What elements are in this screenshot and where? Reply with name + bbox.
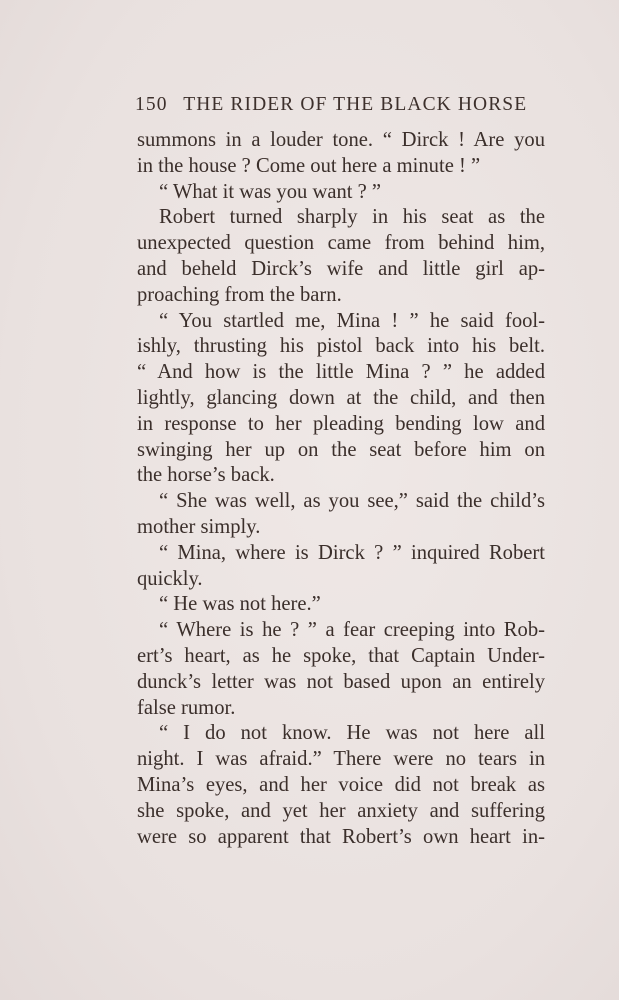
text-line: ishly, thrusting his pistol back into his belt. [137,335,545,358]
text-line: she spoke, and yet her anxiety and suffering [137,799,545,822]
text-line: in response to her pleading bending low and [137,412,545,435]
text-line: summons in a louder tone. “ Dirck ! Are you [137,129,545,151]
text-line: in the house ? Come out here a minute ! ” [137,154,481,177]
text-line: quickly. [137,567,203,590]
text-line: “ She was well, as you see,” said the child’s [159,490,545,513]
text-line: and beheld Dirck’s wife and little girl ap- [137,257,545,280]
text-line: “ What it was you want ? ” [159,180,382,203]
text-line: “ He was not here.” [159,593,321,616]
text-line: “ I do not know. He was not here all [159,722,545,745]
text-line: unexpected question came from behind him, [137,232,545,255]
text-line: proaching from the barn. [137,283,342,306]
text-line: were so apparent that Robert’s own heart in- [137,825,545,848]
text-line: Mina’s eyes, and her voice did not break as [137,773,545,796]
page-number: 150 [135,94,168,115]
text-line: night. I was afraid.” There were no tears in [137,748,545,771]
body-text [137,128,545,850]
text-line: the horse’s back. [137,464,275,487]
text-line: “ And how is the little Mina ? ” he added [137,361,545,384]
text-line: swinging her up on the seat before him on [137,438,545,461]
running-title: THE RIDER OF THE BLACK HORSE [183,94,528,115]
text-line: “ You startled me, Mina ! ” he said fool- [159,309,545,332]
text-line: false rumor. [137,696,236,719]
text-line: dunck’s letter was not based upon an entirely [137,670,545,693]
text-line: ert’s heart, as he spoke, that Captain Under- [137,644,545,667]
text-line: “ Where is he ? ” a fear creeping into Rob- [159,619,545,642]
text-line: lightly, glancing down at the child, and then [137,386,545,409]
text-line: “ Mina, where is Dirck ? ” inquired Robert [159,541,545,564]
running-header [135,93,535,117]
text-line: Robert turned sharply in his seat as the [159,206,545,229]
text-line: mother simply. [137,515,261,538]
